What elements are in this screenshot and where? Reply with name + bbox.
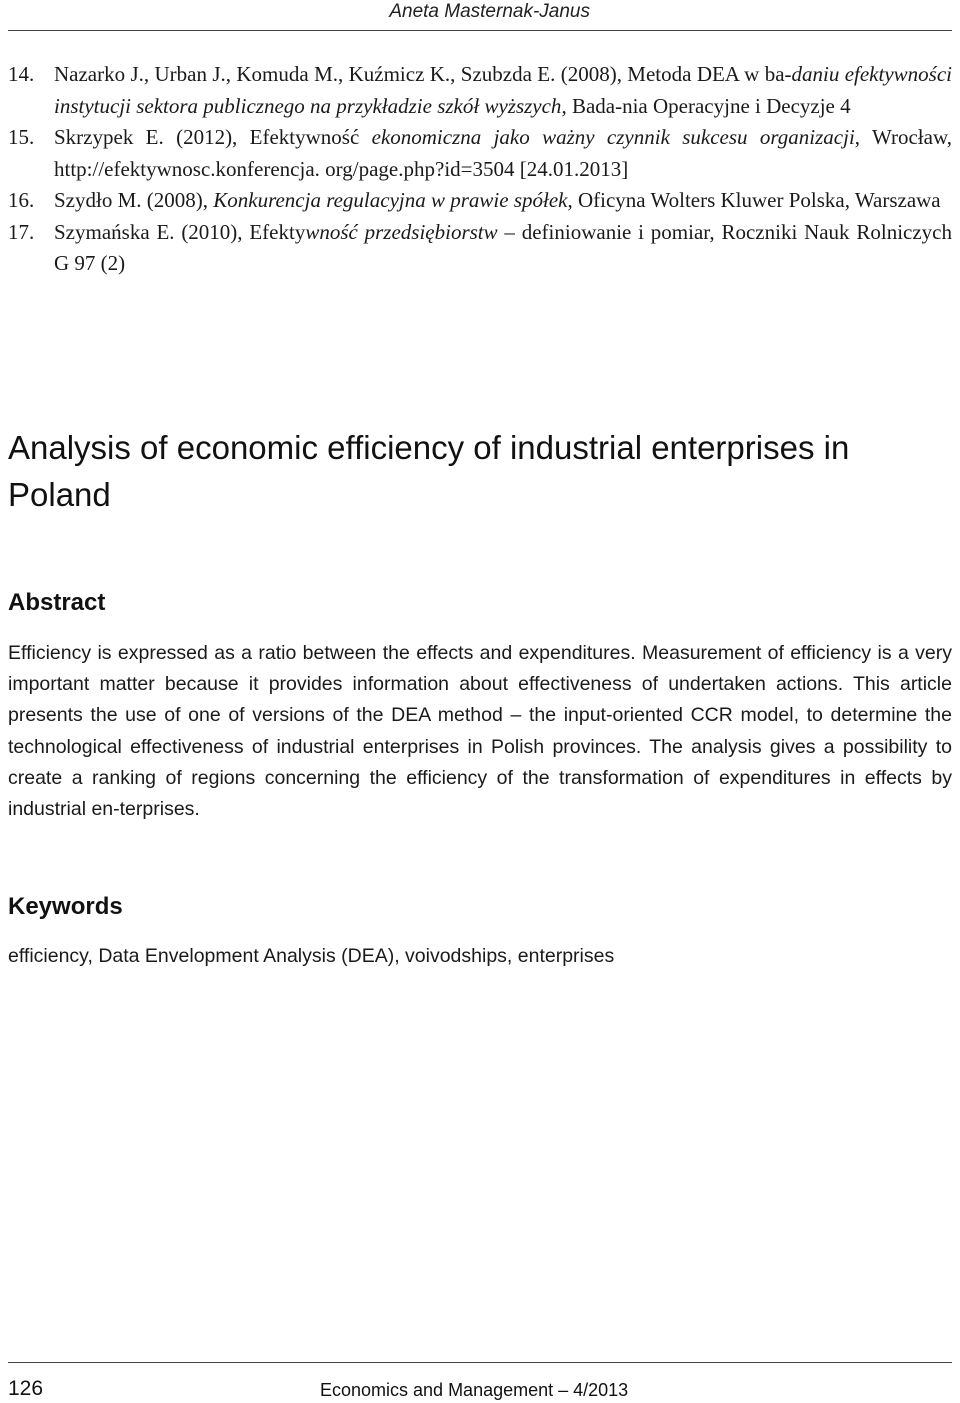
reference-text	[54, 185, 952, 217]
reference-title: daniu efektywności instytucji sektora publicznego na przykładzie szkół wyższych	[54, 62, 952, 118]
reference-source: – definiowanie i pomiar, Roczniki Nauk Rolniczych G 97 (2)	[54, 219, 952, 275]
reference-title: ekonomiczna jako ważny czynnik sukcesu organizacji	[371, 125, 855, 149]
running-head: Aneta Masternak-Janus	[389, 1, 590, 22]
reference-authors: Skrzypek E. (2012), Efektywność	[54, 125, 372, 149]
reference-authors: Szymańska E. (2010), Efekty	[54, 219, 306, 244]
reference-authors: Szydło M. (2008),	[54, 188, 214, 212]
reference-item	[8, 122, 952, 185]
footer-rule	[8, 1362, 952, 1363]
page-number: 126	[8, 1377, 44, 1400]
reference-source: , Bada-nia Operacyjne i Decyzje 4	[561, 93, 851, 118]
reference-text	[54, 59, 952, 122]
reference-number: 16.	[8, 188, 35, 212]
keywords-heading: Keywords	[8, 893, 123, 920]
reference-item	[8, 185, 952, 217]
reference-item	[8, 59, 952, 122]
reference-number: 14.	[8, 62, 35, 86]
reference-list	[8, 59, 952, 280]
reference-source: , Wrocław, http://efektywnosc.konferencja. org/page.php?id=3504 [24.01.2013]	[54, 125, 952, 181]
reference-text	[54, 217, 952, 280]
reference-title: wność przedsiębiorstw	[305, 219, 498, 244]
reference-authors: Nazarko J., Urban J., Komuda M., Kuźmicz K., Szubzda E. (2008), Metoda DEA w ba-	[54, 62, 792, 86]
reference-number: 15.	[8, 125, 35, 149]
abstract-heading: Abstract	[8, 589, 106, 616]
journal-footer: Economics and Management – 4/2013	[320, 1380, 629, 1400]
reference-text	[54, 122, 952, 185]
reference-source: , Oficyna Wolters Kluwer Polska, Warszawa	[567, 188, 941, 212]
keywords-text: efficiency, Data Envelopment Analysis (DEA), voivodships, enterprises	[8, 945, 615, 967]
article-title: Analysis of economic efficiency of industrial enterprises in Poland	[8, 429, 850, 513]
reference-item	[8, 217, 952, 280]
abstract-text: Efficiency is expressed as a ratio between the effects and expenditures. Measurement of efficiency is a very important matter because it provides information about effectiveness of undertaken actions. This article presents the use of one of versions of the DEA method – the input-oriented CCR model, to determine the technological effectiveness of industrial enterprises in Polish provinces. The analysis gives a possibility to create a ranking of regions concerning the efficiency of the transformation of expenditures in effects by industrial en-terprises.	[8, 642, 952, 821]
reference-title: Konkurencja regulacyjna w prawie spółek	[213, 188, 568, 212]
header-rule	[8, 30, 952, 31]
reference-number: 17.	[8, 219, 35, 244]
